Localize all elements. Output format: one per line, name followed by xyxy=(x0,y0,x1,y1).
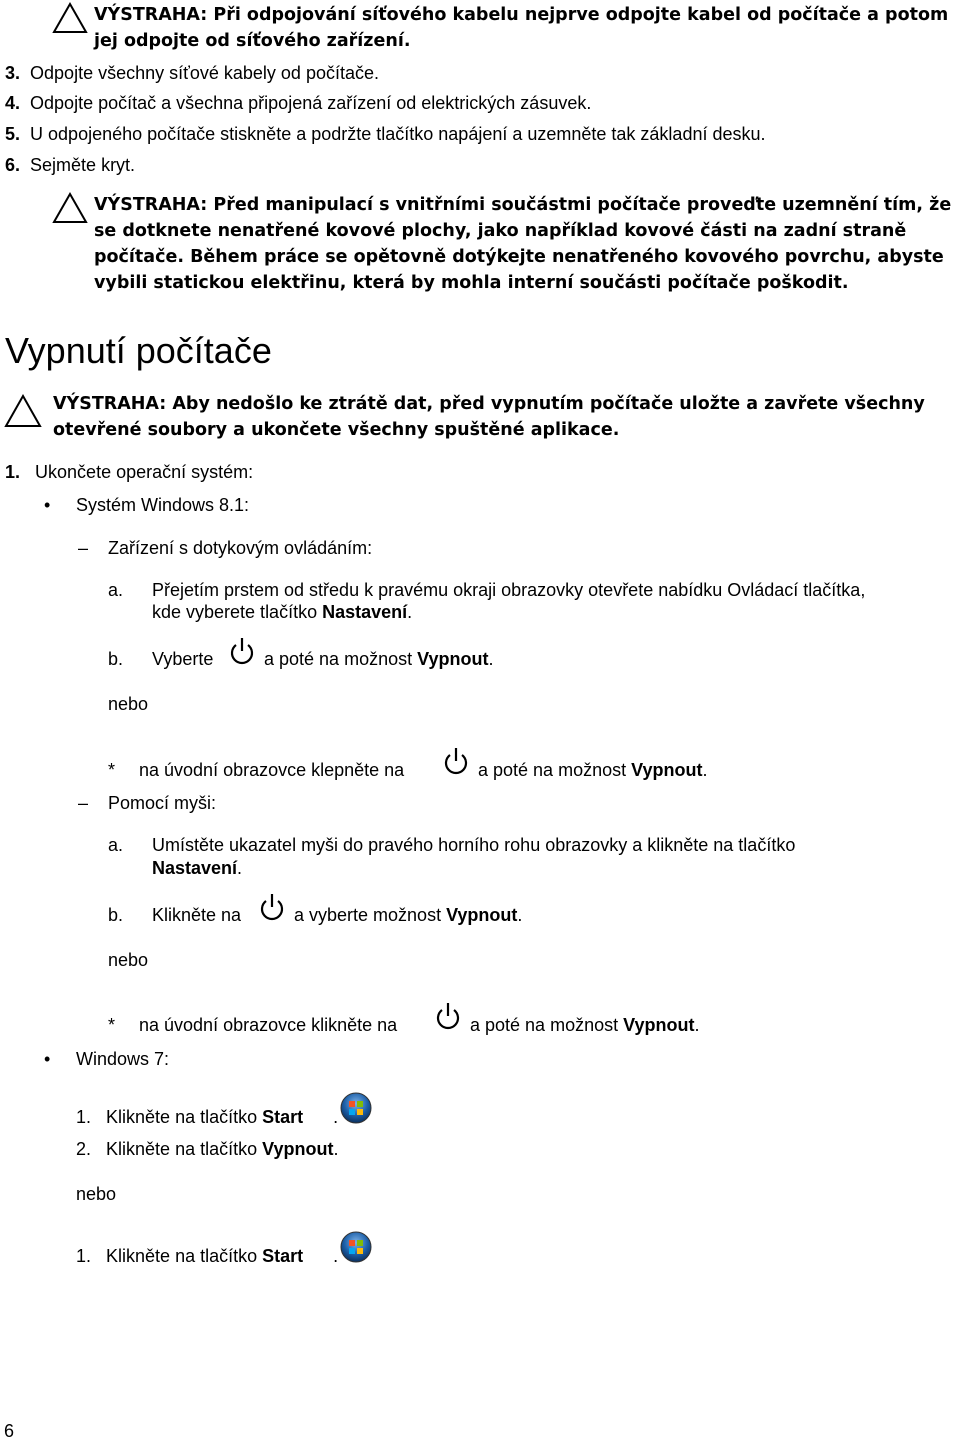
power-icon xyxy=(442,746,470,776)
warning-triangle-icon xyxy=(52,2,88,34)
or-text: nebo xyxy=(108,694,149,714)
or-text: nebo xyxy=(108,950,149,970)
power-icon xyxy=(228,636,256,666)
warning-triangle-icon xyxy=(4,394,42,428)
os-label: Systém Windows 8.1: xyxy=(76,495,250,515)
warning-text: VÝSTRAHA: Aby nedošlo ke ztrátě dat, před vypnutím počítače uložte a zavřete všechny otevřené soubory a ukončete všechny spuštěné aplikace. xyxy=(53,394,925,440)
list-item: 6. Sejměte kryt. xyxy=(5,155,136,175)
dash: – xyxy=(78,538,89,558)
step-text: kde vyberete tlačítko Nastavení. xyxy=(152,602,413,622)
step-text: a poté na možnost Vypnout. xyxy=(478,760,708,780)
step-letter: a. xyxy=(108,835,124,855)
page-title: Vypnutí počítače xyxy=(5,330,272,371)
page-number: 6 xyxy=(4,1421,15,1441)
power-icon xyxy=(434,1001,462,1031)
or-text: nebo xyxy=(76,1184,117,1204)
list-item: 4. Odpojte počítač a všechna připojená zařízení od elektrických zásuvek. xyxy=(5,93,592,113)
list-item: 3. Odpojte všechny síťové kabely od počítače. xyxy=(5,63,379,83)
star: * xyxy=(108,1015,116,1035)
power-icon xyxy=(258,892,286,922)
bullet: • xyxy=(44,495,51,515)
step-text: Umístěte ukazatel myši do pravého horního rohu obrazovky a klikněte na tlačítko xyxy=(152,835,796,855)
step-text: a vyberte možnost Vypnout. xyxy=(294,905,523,925)
step-letter: a. xyxy=(108,580,124,600)
step-text: na úvodní obrazovce klepněte na xyxy=(139,760,405,780)
step-text: a poté na možnost Vypnout. xyxy=(470,1015,700,1035)
step-letter: b. xyxy=(108,649,124,669)
list-item: 1. Klikněte na tlačítko Start . xyxy=(76,1107,339,1127)
step-text: Klikněte na xyxy=(152,905,242,925)
windows-start-orb-icon xyxy=(340,1231,372,1263)
warning-text: VÝSTRAHA: Před manipulací s vnitřními součástmi počítače proveďte uzemnění tím, že se dotknete nenatřené kovové plochy, jako například kovové části na zadní straně počítače. Během práce se opětovně dotýkejte nenatřeného kovového povrchu, abyste vybili statickou elektřinu, která by mohla interní součásti počítače poškodit. xyxy=(94,195,952,293)
step-text: Vyberte xyxy=(152,649,214,669)
list-item: 5. U odpojeného počítače stiskněte a podržte tlačítko napájení a uzemněte tak základní desku. xyxy=(5,124,766,144)
step-letter: b. xyxy=(108,905,124,925)
subsection-label: Zařízení s dotykovým ovládáním: xyxy=(108,538,373,558)
bullet: • xyxy=(44,1049,51,1069)
list-item: 1. Ukončete operační systém: xyxy=(5,462,254,482)
step-text: Přejetím prstem od středu k pravému okraji obrazovky otevřete nabídku Ovládací tlačítka, xyxy=(152,580,866,600)
warning-text: VÝSTRAHA: Při odpojování síťového kabelu nejprve odpojte kabel od počítače a potom jej odpojte od síťového zařízení. xyxy=(94,5,949,51)
windows-start-orb-icon xyxy=(340,1092,372,1124)
dash: – xyxy=(78,793,89,813)
list-item: 2. Klikněte na tlačítko Vypnout. xyxy=(76,1139,339,1159)
step-text: a poté na možnost Vypnout. xyxy=(264,649,494,669)
step-text: na úvodní obrazovce klikněte na xyxy=(139,1015,398,1035)
warning-triangle-icon xyxy=(52,192,88,224)
star: * xyxy=(108,760,116,780)
list-item: 1. Klikněte na tlačítko Start . xyxy=(76,1246,339,1266)
os-label: Windows 7: xyxy=(76,1049,170,1069)
subsection-label: Pomocí myši: xyxy=(108,793,217,813)
step-text: Nastavení. xyxy=(152,858,243,878)
